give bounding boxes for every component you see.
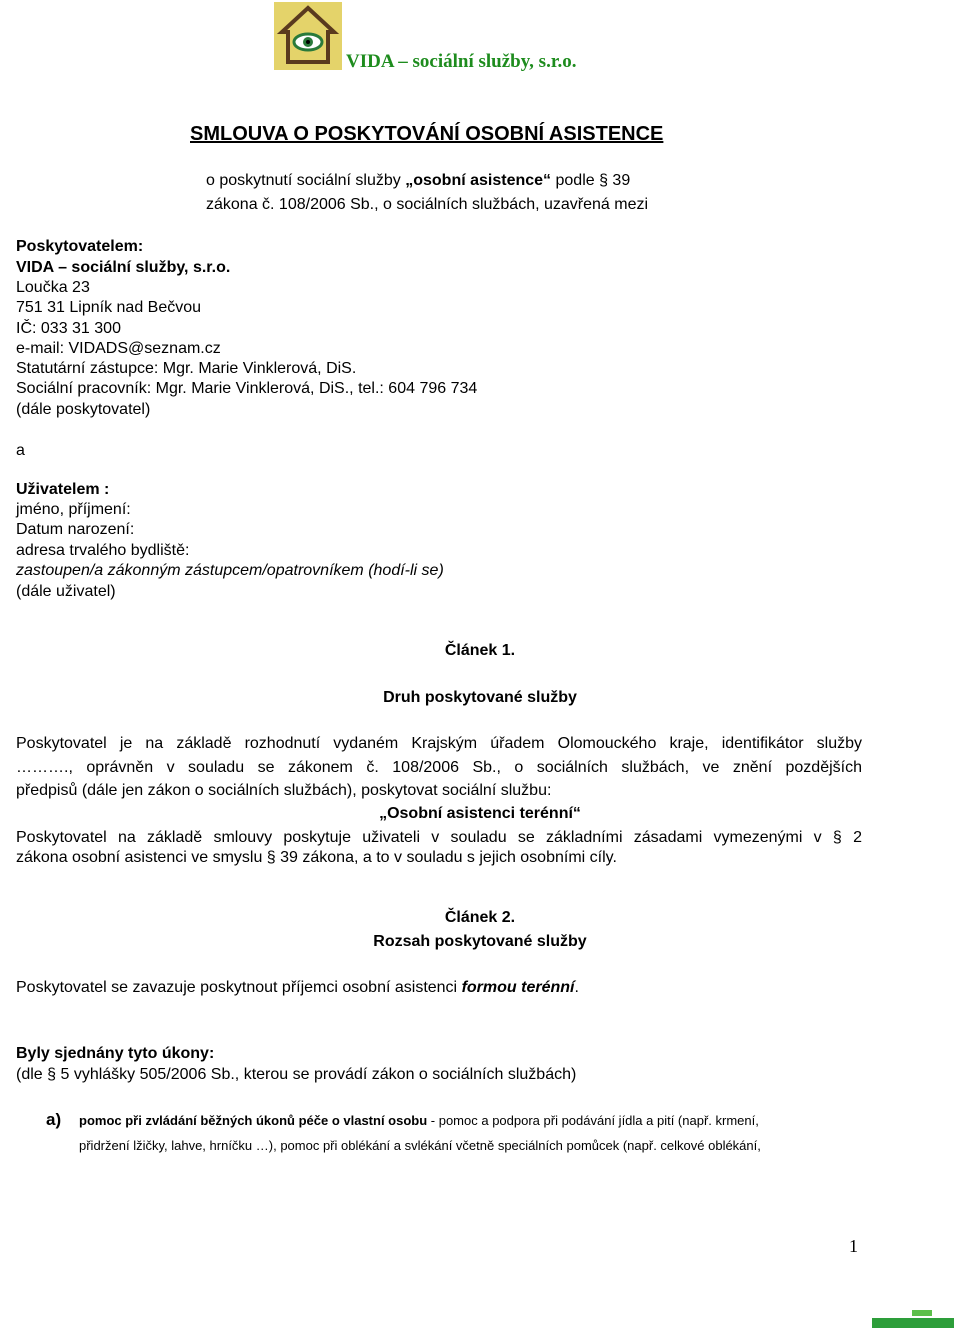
article-1-paragraph-line-2: ………., oprávněn v souladu se zákonem č. 108/2006 Sb., o sociálních službách, ve znění pozdějších	[16, 759, 862, 776]
provider-email: e-mail: VIDADS@seznam.cz	[16, 340, 221, 357]
user-alias: (dále uživatel)	[16, 583, 116, 600]
provider-ic: IČ: 033 31 300	[16, 320, 121, 337]
acts-item-a-title: pomoc při zvládání běžných úkonů péče o vlastní osobu	[79, 1113, 428, 1128]
article-2-heading: Rozsah poskytované služby	[373, 933, 587, 950]
acts-item-a-line-2: přidržení lžičky, lahve, hrníčku …), pomoc při oblékání a svlékání včetně speciálních pomůcek (např. celkové oblékání,	[79, 1138, 761, 1153]
conjunction: a	[16, 442, 25, 459]
user-heading: Uživatelem :	[16, 481, 110, 498]
provider-name: VIDA – sociální služby, s.r.o.	[16, 259, 231, 276]
subtitle-paragraph: podle § 39	[551, 172, 631, 189]
acts-item-a-label: a)	[46, 1110, 62, 1129]
article-1-paragraph-line-1: Poskytovatel je na základě rozhodnutí vydaném Krajským úřadem Olomouckého kraje, identifikátor služby	[16, 735, 862, 752]
acts-reference: (dle § 5 vyhlášky 505/2006 Sb., kterou se provádí zákon o sociálních službách)	[16, 1066, 577, 1083]
subtitle-line-1	[206, 172, 630, 190]
article-2-period: .	[574, 979, 579, 996]
provider-social-worker: Sociální pracovník: Mgr. Marie Vinklerová, DiS., tel.: 604 796 734	[16, 380, 478, 397]
subtitle-service: „osobní asistence“	[405, 172, 552, 189]
provider-alias: (dále poskytovatel)	[16, 401, 151, 418]
footer-decoration	[912, 1310, 932, 1316]
article-1-heading: Druh poskytované služby	[383, 689, 577, 706]
document-title: SMLOUVA O POSKYTOVÁNÍ OSOBNÍ ASISTENCE	[190, 123, 664, 145]
article-2-paragraph	[16, 979, 579, 997]
company-brand-name: VIDA – sociální služby, s.r.o.	[346, 51, 577, 72]
provider-statutory: Statutární zástupce: Mgr. Marie Vinklerová, DiS.	[16, 360, 357, 377]
user-represented: zastoupen/a zákonným zástupcem/opatrovníkem (hodí-li se)	[16, 562, 444, 579]
article-1-number: Článek 1.	[444, 642, 516, 659]
user-birth-field: Datum narození:	[16, 521, 135, 538]
house-eye-logo-icon	[274, 2, 342, 70]
article-1-paragraph-line-3: předpisů (dále jen zákon o sociálních službách), poskytovat sociální službu:	[16, 782, 552, 799]
article-2-number: Článek 2.	[444, 909, 516, 926]
article-1-paragraph-2-line-1: Poskytovatel na základě smlouvy poskytuje uživateli v souladu se základními zásadami vymezenými v § 2	[16, 829, 862, 846]
subtitle-line-2: zákona č. 108/2006 Sb., o sociálních službách, uzavřená mezi	[206, 196, 649, 213]
article-1-paragraph-2-line-2: zákona osobní asistenci ve smyslu § 39 zákona, a to v souladu s jejich osobními cíly.	[16, 849, 617, 866]
page-number: 1	[849, 1236, 858, 1256]
article-1-service-name: „Osobní asistenci terénní“	[379, 805, 581, 822]
article-2-text: Poskytovatel se zavazuje poskytnout příjemci osobní asistenci	[16, 979, 462, 996]
acts-item-a-line-1	[79, 1113, 861, 1128]
provider-heading: Poskytovatelem:	[16, 238, 144, 255]
subtitle-text: o poskytnutí sociální služby	[206, 172, 406, 189]
user-address-field: adresa trvalého bydliště:	[16, 542, 190, 559]
user-name-field: jméno, příjmení:	[16, 501, 131, 518]
article-2-form: formou terénní	[461, 979, 575, 996]
acts-heading: Byly sjednány tyto úkony:	[16, 1045, 215, 1062]
acts-item-a-text: - pomoc a podpora při podávání jídla a pití (např. krmení,	[427, 1113, 759, 1128]
provider-street: Loučka 23	[16, 279, 90, 296]
footer-decoration-bar	[872, 1318, 954, 1328]
provider-city: 751 31 Lipník nad Bečvou	[16, 299, 202, 316]
